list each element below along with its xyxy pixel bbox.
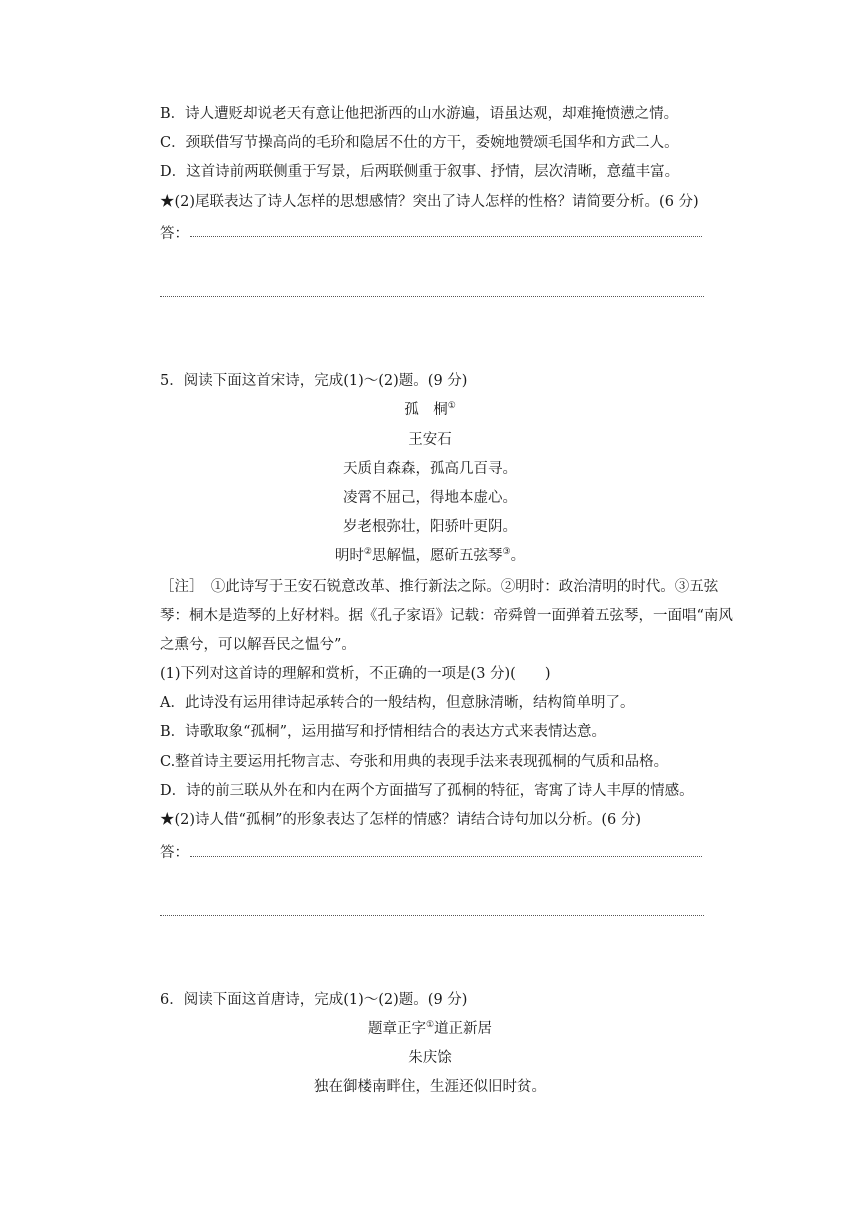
q5-poem-line-2: 凌霄不屈己，得地本虚心。 <box>343 490 517 506</box>
q4-option-d: D．这首诗前两联侧重于写景，后两联侧重于叙事、抒情，层次清晰，意蕴丰富。 <box>160 164 680 180</box>
q5-option-c: C.整首诗主要运用托物言志、夸张和用典的表现手法来表现孤桐的气质和品格。 <box>160 754 669 770</box>
q5-answer-label: 答： <box>160 845 189 861</box>
q5-poem-author: 王安石 <box>408 432 452 448</box>
q5-note-line-3: 之熏兮，可以解吾民之愠兮”。 <box>160 637 356 653</box>
q4-option-b: B．诗人遭贬却说老天有意让他把浙西的山水游遍，语虽达观，却难掩愤懑之情。 <box>160 106 679 122</box>
q5-poem-line-3: 岁老根弥壮，阳骄叶更阴。 <box>343 519 517 535</box>
q5-answer-line-1[interactable] <box>190 856 702 857</box>
q5-answer-line-2[interactable] <box>160 915 704 916</box>
q5-poem-line-4: 明时②思解愠，愿斫五弦琴③。 <box>334 547 526 564</box>
q4-answer-label: 答： <box>160 226 189 242</box>
q5-sub-question-2: ★(2)诗人借“孤桐”的形象表达了怎样的情感？请结合诗句加以分析。(6 分) <box>160 812 642 828</box>
q5-poem-title: 孤 桐① <box>404 401 456 418</box>
q4-option-c: C．颈联借写节操高尚的毛玠和隐居不仕的方干，委婉地赞颂毛国华和方武二人。 <box>160 135 679 151</box>
q5-option-d: D．诗的前三联从外在和内在两个方面描写了孤桐的特征，寄寓了诗人丰厚的情感。 <box>160 783 694 799</box>
q5-option-a: A．此诗没有运用律诗起承转合的一般结构，但意脉清晰，结构简单明了。 <box>160 695 635 711</box>
q5-note-line-2: 琴：桐木是造琴的上好材料。据《孔子家语》记载：帝舜曾一面弹着五弦琴，一面唱“南风 <box>160 608 733 624</box>
q5-poem-line-1: 天质自森森，孤高几百寻。 <box>343 461 517 477</box>
q5-note-line-1: ［注］ ①此诗写于王安石锐意改革、推行新法之际。②明时：政治清明的时代。③五弦 <box>160 579 719 595</box>
q5-stem: 5．阅读下面这首宋诗，完成(1)～(2)题。(9 分) <box>160 373 468 389</box>
q5-option-b: B．诗歌取象“孤桐”，运用描写和抒情相结合的表达方式来表情达意。 <box>160 724 606 740</box>
q6-poem-line-1: 独在御楼南畔住，生涯还似旧时贫。 <box>314 1079 546 1095</box>
q6-poem-title: 题章正字①道正新居 <box>367 1020 493 1037</box>
q4-answer-line-2[interactable] <box>160 296 704 297</box>
q5-sub-question-1: (1)下列对这首诗的理解和赏析，不正确的一项是(3 分)( ) <box>160 666 551 682</box>
q4-sub-question-2: ★(2)尾联表达了诗人怎样的思想感情？突出了诗人怎样的性格？请简要分析。(6 分) <box>160 194 699 210</box>
q6-poem-author: 朱庆馀 <box>408 1050 452 1066</box>
q4-answer-line-1[interactable] <box>190 236 702 237</box>
q6-stem: 6．阅读下面这首唐诗，完成(1)～(2)题。(9 分) <box>160 992 468 1008</box>
